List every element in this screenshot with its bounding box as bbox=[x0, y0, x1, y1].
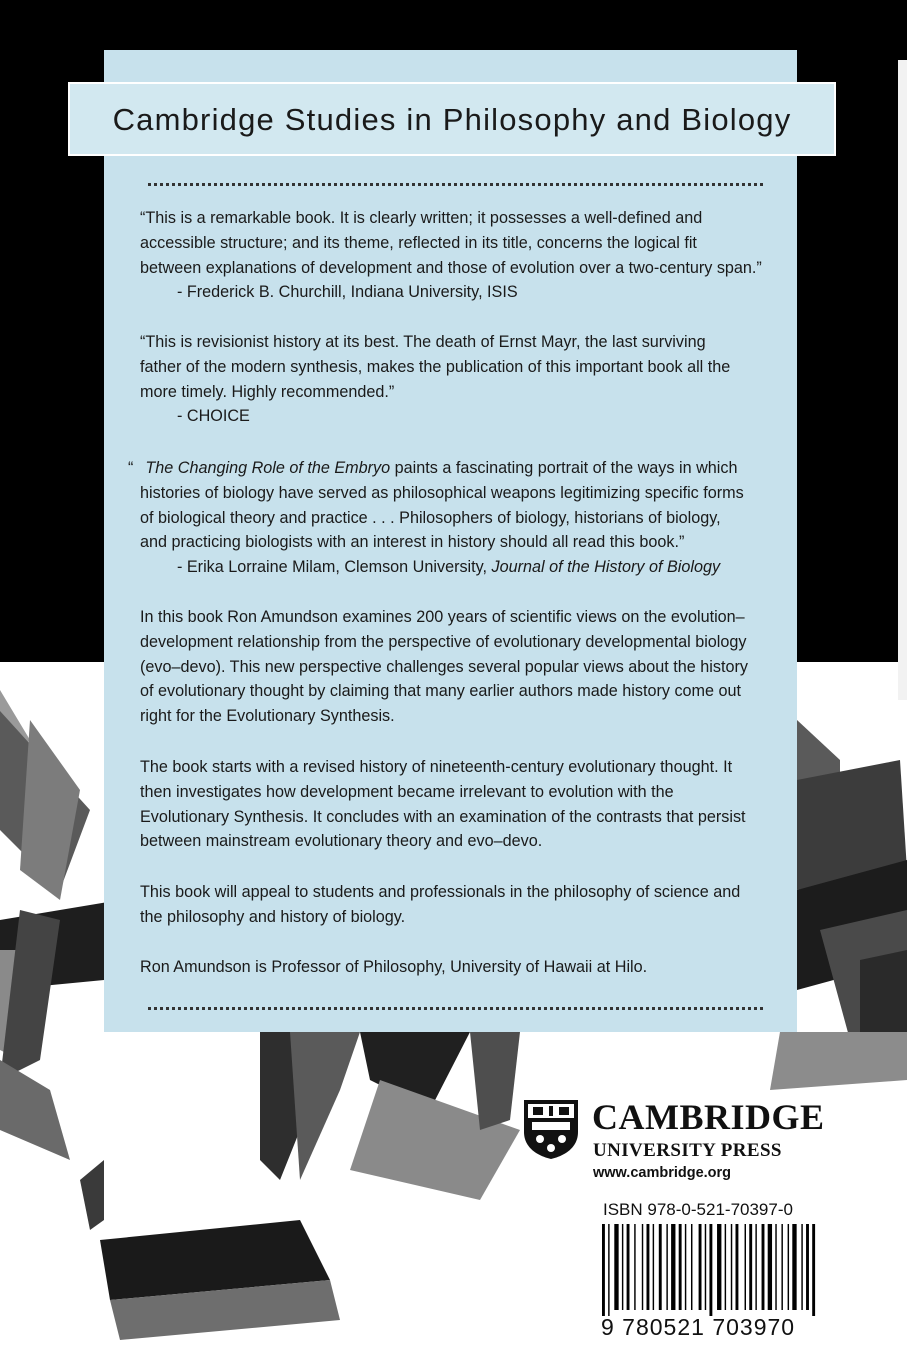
review-line: and practicing biologists with an interest in history should all read this book.” bbox=[140, 533, 685, 552]
barcode-bar bbox=[775, 1224, 776, 1310]
review-line: father of the modern synthesis, makes the publication of this important book all the bbox=[140, 357, 731, 376]
book-title: The Changing Role of the Embryo bbox=[145, 459, 391, 477]
description-paragraph-1: In this book Ron Amundson examines 200 years of scientific views on the evolution– development relationship from the perspective of evolutionary developmental biology (evo–devo). This new perspective challenges several popular views about the history of evolutionary thought by claiming that many earlier authors made history come out right for the Evolutionary Synthesis. bbox=[140, 608, 748, 726]
barcode-bar bbox=[709, 1224, 712, 1316]
barcode-bar bbox=[755, 1224, 756, 1310]
barcode-bar bbox=[659, 1224, 662, 1310]
barcode-bar bbox=[705, 1224, 706, 1310]
dotted-divider-bottom bbox=[148, 1007, 763, 1010]
review-line: histories of biology have served as philosophical weapons legitimizing specific forms bbox=[140, 483, 744, 502]
review-line: of biological theory and practice . . . Philosophers of biology, historians of biology, bbox=[140, 508, 721, 527]
publisher-subname: UNIVERSITY PRESS bbox=[593, 1140, 782, 1161]
barcode-bar bbox=[653, 1224, 654, 1310]
barcode-bar bbox=[792, 1224, 796, 1310]
barcode-bar bbox=[666, 1224, 667, 1310]
open-quote-mark: “ bbox=[128, 459, 134, 477]
review-line: “This is a remarkable book. It is clearly written; it possesses a well-defined and bbox=[140, 209, 703, 227]
series-title: Cambridge Studies in Philosophy and Biology bbox=[112, 102, 792, 137]
right-edge-strip bbox=[898, 60, 907, 700]
barcode-bar bbox=[647, 1224, 650, 1310]
barcode-icon bbox=[600, 1224, 820, 1316]
barcode-bar bbox=[768, 1224, 772, 1310]
review-churchill bbox=[140, 206, 765, 305]
barcode-bar bbox=[745, 1224, 746, 1310]
review-milam bbox=[128, 456, 765, 580]
description-paragraph-3: This book will appeal to students and professionals in the philosophy of science and the philosophy and history of biology. bbox=[140, 883, 741, 926]
barcode-bar bbox=[731, 1224, 732, 1310]
series-title-box bbox=[68, 82, 836, 156]
barcode-bar bbox=[788, 1224, 789, 1310]
barcode-bar bbox=[749, 1224, 752, 1310]
barcode-bar bbox=[642, 1224, 643, 1310]
journal-title: Journal of the History of Biology bbox=[491, 558, 721, 577]
barcode-bar bbox=[627, 1224, 630, 1310]
review-line: between explanations of development and those of evolution over a two-century span.” bbox=[140, 258, 762, 277]
review-attribution: - CHOICE bbox=[177, 407, 250, 426]
barcode-bar bbox=[725, 1224, 726, 1310]
barcode-digits: 9 780521 703970 bbox=[601, 1314, 796, 1340]
barcode-bar bbox=[762, 1224, 765, 1310]
review-line: paints a fascinating portrait of the ways in which bbox=[390, 459, 738, 477]
review-line: more timely. Highly recommended.” bbox=[140, 382, 395, 401]
barcode-bar bbox=[671, 1224, 675, 1310]
review-line: accessible structure; and its theme, reflected in its title, concerns the logical fit bbox=[140, 233, 697, 252]
publisher-logo bbox=[522, 1097, 825, 1188]
barcode-bar bbox=[614, 1224, 618, 1310]
author-bio: Ron Amundson is Professor of Philosophy, University of Hawaii at Hilo. bbox=[140, 958, 648, 976]
barcode-bar bbox=[608, 1224, 609, 1316]
publisher-name: CAMBRIDGE bbox=[592, 1097, 825, 1137]
review-attribution: - Frederick B. Churchill, Indiana University, ISIS bbox=[177, 283, 518, 302]
description-paragraph-2: The book starts with a revised history of nineteenth-century evolutionary thought. It then investigates how development became irrelevant to evolution with the Evolutionary Synthesis. It concludes with an examination of the contrasts that persist between mainstream evolutionary theory and evo–devo. bbox=[140, 758, 746, 851]
isbn-text: ISBN 978-0-521-70397-0 bbox=[603, 1200, 793, 1219]
barcode-bar bbox=[736, 1224, 739, 1310]
barcode-bar bbox=[679, 1224, 682, 1310]
barcode-bar bbox=[634, 1224, 635, 1310]
university-crest-icon bbox=[522, 1098, 580, 1160]
dotted-divider-top bbox=[148, 183, 763, 186]
publisher-url: www.cambridge.org bbox=[593, 1165, 732, 1181]
barcode-bar bbox=[781, 1224, 782, 1310]
barcode-bar bbox=[812, 1224, 815, 1316]
barcode-bar bbox=[699, 1224, 702, 1310]
barcode-bar bbox=[685, 1224, 686, 1310]
barcode-bar bbox=[806, 1224, 809, 1310]
barcode-bar bbox=[717, 1224, 721, 1310]
barcode-bar bbox=[801, 1224, 802, 1310]
review-line: “This is revisionist history at its best. The death of Ernst Mayr, the last surviving bbox=[140, 333, 706, 351]
review-choice bbox=[140, 330, 765, 429]
barcode-bar bbox=[691, 1224, 692, 1310]
review-attribution: - Erika Lorraine Milam, Clemson University, Journal of the History of Biology bbox=[177, 558, 721, 577]
barcode-bar bbox=[602, 1224, 605, 1316]
barcode-bar bbox=[622, 1224, 623, 1310]
